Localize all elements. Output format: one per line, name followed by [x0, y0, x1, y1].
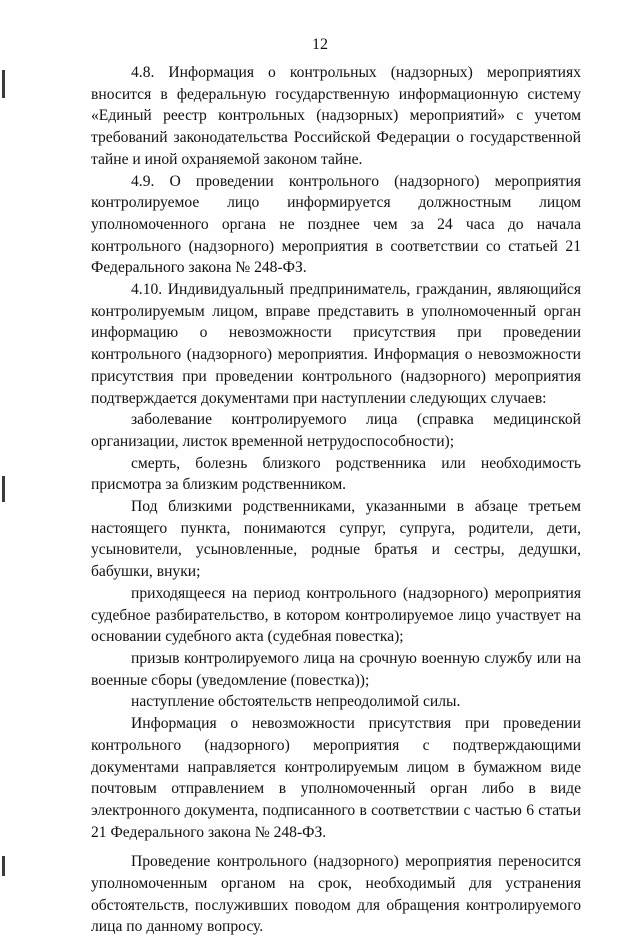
scan-edge-mark — [2, 476, 5, 502]
paragraph-information-submission: Информация о невозможности присутствия при проведении контрольного (надзорного) мероприятия с подтверждающими документами направляется контролируемым лицом в бумажном виде почтовым отправлением в уполномоченный орган либо в виде электронного документа, подписанного в соответствии с частью 6 статьи 21 Федерального закона № 248-ФЗ. — [91, 715, 581, 841]
list-item-illness: заболевание контролируемого лица (справка медицинской организации, листок временной нетрудоспособности); — [91, 411, 581, 450]
list-item-force-majeure: наступление обстоятельств непреодолимой силы. — [131, 693, 461, 711]
list-item-death-illness-relative: смерть, болезнь близкого родственника или необходимость присмотра за близким родственником. — [91, 454, 581, 494]
list-item-military-service: призыв контролируемого лица на срочную военную службу или на военные сборы (уведомление (повестка)); — [91, 649, 581, 689]
paragraph-postponement: Проведение контрольного (надзорного) мероприятия переносится уполномоченным органом на срок, необходимый для устранения обстоятельств, послуживших поводом для обращения контролируемого лица по данному вопросу. — [91, 853, 581, 936]
scan-edge-mark — [2, 70, 5, 98]
scan-edge-mark — [2, 856, 5, 876]
list-item-court-proceedings: приходящееся на период контрольного (надзорного) мероприятия судебное разбирательство, в котором контролируемое лицо участвует на основании судебного акта (судебная повестка); — [91, 584, 581, 646]
paragraph-4-9: 4.9. О проведении контрольного (надзорного) мероприятия контролируемое лицо информируется должностным лицом уполномоченного органа не позднее чем за 24 часа до начала контрольного (надзорного) мероприятия в соответствии со статьей 21 Федерального закона № 248-ФЗ. — [91, 172, 581, 277]
paragraph-4-8: 4.8. Информация о контрольных (надзорных) мероприятиях вносится в федеральную государственную информационную систему «Единый реестр контрольных (надзорных) мероприятий» с учетом требований законодательства Российской Федерации о государственной тайне и иной охраняемой законом тайне. — [91, 64, 581, 168]
paragraph-4-10: 4.10. Индивидуальный предприниматель, гражданин, являющийся контролируемым лицом, вправе представить в уполномоченный орган информацию о невозможности присутствия при проведении контрольного (надзорного) мероприятия. Информация о невозможности присутствия при проведении контрольного (надзорного) мероприятия подтверждается документами при наступлении следующих случаев: — [91, 281, 581, 407]
paragraph-close-relatives: Под близкими родственниками, указанными в абзаце третьем настоящего пункта, понимаются супруг, супруга, родители, дети, усыновители, усыновленные, родные братья и сестры, дедушки, бабушки, внуки; — [91, 498, 581, 581]
page-number: 12 — [312, 36, 328, 53]
document-body — [91, 62, 581, 938]
